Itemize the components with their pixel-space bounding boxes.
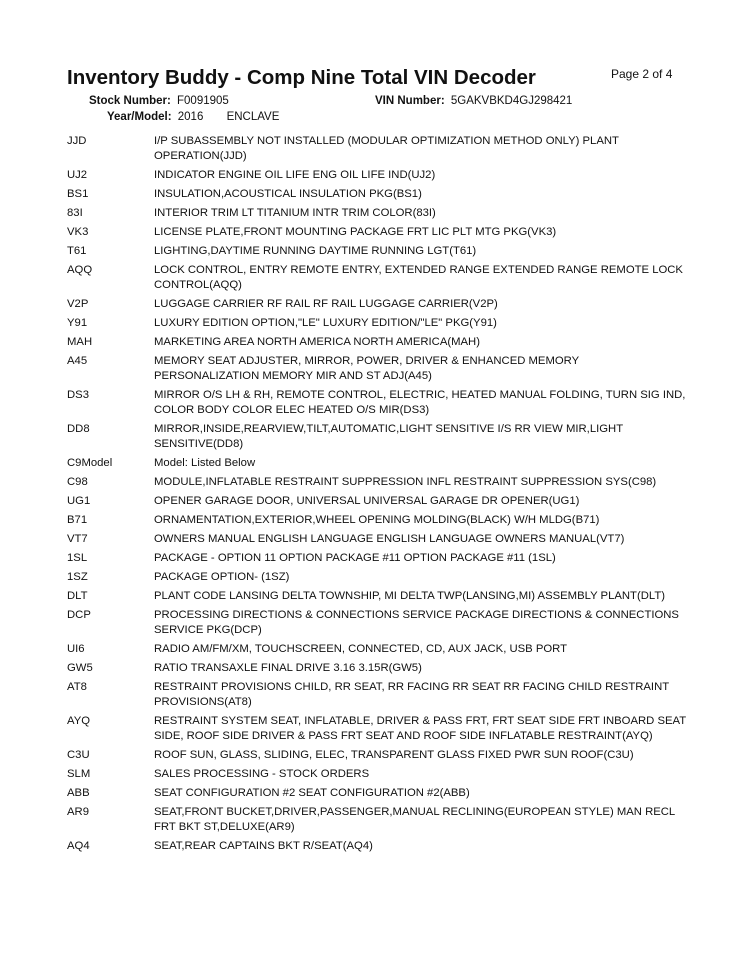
- option-code: DLT: [67, 590, 88, 602]
- option-code: AT8: [67, 681, 87, 693]
- option-description: I/P SUBASSEMBLY NOT INSTALLED (MODULAR OPTIMIZATION METHOD ONLY) PLANT OPERATION(JJD): [154, 135, 619, 162]
- year-value: 2016: [177, 111, 204, 123]
- option-row: [67, 297, 687, 312]
- option-description: PROCESSING DIRECTIONS & CONNECTIONS SERVICE PACKAGE DIRECTIONS & CONNECTIONS SERVICE PKG(DCP): [154, 609, 679, 636]
- option-description: MODULE,INFLATABLE RESTRAINT SUPPRESSION INFL RESTRAINT SUPPRESSION SYS(C98): [154, 476, 657, 488]
- option-row: [67, 551, 687, 566]
- option-description: RESTRAINT PROVISIONS CHILD, RR SEAT, RR FACING RR SEAT RR FACING CHILD RESTRAINT PROVISIONS(AT8): [154, 681, 669, 708]
- option-row: [67, 354, 687, 384]
- option-code: SLM: [67, 768, 91, 780]
- option-row: [67, 244, 687, 259]
- option-code: UJ2: [67, 169, 88, 181]
- option-code: VT7: [67, 533, 88, 545]
- page-number: Page 2 of 4: [611, 67, 673, 81]
- option-description: MEMORY SEAT ADJUSTER, MIRROR, POWER, DRIVER & ENHANCED MEMORY PERSONALIZATION MEMORY MIR AND ST ADJ(A45): [154, 355, 579, 382]
- option-code: C3U: [67, 749, 90, 761]
- option-row: [67, 134, 687, 164]
- option-description: Model: Listed Below: [154, 457, 256, 469]
- year-model-label: Year/Model:: [107, 111, 172, 123]
- year-model-field: [107, 111, 279, 123]
- option-description: RADIO AM/FM/XM, TOUCHSCREEN, CONNECTED, CD, AUX JACK, USB PORT: [154, 643, 568, 655]
- option-description: SEAT,REAR CAPTAINS BKT R/SEAT(AQ4): [154, 840, 373, 852]
- option-description: MARKETING AREA NORTH AMERICA NORTH AMERICA(MAH): [154, 336, 480, 348]
- stock-number-label: Stock Number:: [89, 95, 171, 107]
- stock-number-value: F0091905: [177, 95, 229, 107]
- option-description: SEAT CONFIGURATION #2 SEAT CONFIGURATION #2(ABB): [154, 787, 470, 799]
- option-code: AR9: [67, 806, 89, 818]
- vin-number-field: [375, 95, 572, 107]
- document-title: Inventory Buddy - Comp Nine Total VIN Decoder: [67, 66, 536, 89]
- option-code: A45: [67, 355, 88, 367]
- option-description: OPENER GARAGE DOOR, UNIVERSAL UNIVERSAL GARAGE DR OPENER(UG1): [154, 495, 580, 507]
- option-row: [67, 839, 687, 854]
- option-description: ORNAMENTATION,EXTERIOR,WHEEL OPENING MOLDING(BLACK) W/H MLDG(B71): [154, 514, 600, 526]
- option-code: C98: [67, 476, 88, 488]
- option-row: [67, 661, 687, 676]
- option-row: [67, 714, 687, 744]
- option-code: AQ4: [67, 840, 90, 852]
- option-code: 1SZ: [67, 571, 88, 583]
- option-row: [67, 608, 687, 638]
- option-description: SEAT,FRONT BUCKET,DRIVER,PASSENGER,MANUAL RECLINING(EUROPEAN STYLE) MAN RECL FRT BKT ST,DELUXE(AR9): [154, 806, 675, 833]
- option-row: [67, 748, 687, 763]
- option-row: [67, 456, 687, 471]
- option-row: [67, 767, 687, 782]
- option-row: [67, 388, 687, 418]
- option-code: DCP: [67, 609, 91, 621]
- option-description: PACKAGE - OPTION 11 OPTION PACKAGE #11 OPTION PACKAGE #11 (1SL): [154, 552, 556, 564]
- option-description: LIGHTING,DAYTIME RUNNING DAYTIME RUNNING LGT(T61): [154, 245, 477, 257]
- option-description: PACKAGE OPTION- (1SZ): [154, 571, 290, 583]
- option-description: PLANT CODE LANSING DELTA TOWNSHIP, MI DELTA TWP(LANSING,MI) ASSEMBLY PLANT(DLT): [154, 590, 665, 602]
- vin-number-value: 5GAKVBKD4GJ298421: [450, 95, 573, 107]
- option-code: Y91: [67, 317, 88, 329]
- vin-number-label: VIN Number:: [375, 95, 445, 107]
- option-row: [67, 187, 687, 202]
- option-description: RESTRAINT SYSTEM SEAT, INFLATABLE, DRIVER & PASS FRT, FRT SEAT SIDE FRT INBOARD SEAT SIDE, ROOF SIDE DRIVER & PASS FRT SEAT AND ROOF SIDE INFLATABLE RESTRAINT(AYQ): [154, 715, 686, 742]
- option-description: MIRROR O/S LH & RH, REMOTE CONTROL, ELECTRIC, HEATED MANUAL FOLDING, TURN SIG IND, COLOR BODY COLOR ELEC HEATED O/S MIR(DS3): [154, 389, 686, 416]
- option-code: MAH: [67, 336, 93, 348]
- option-code: 1SL: [67, 552, 88, 564]
- option-code: UI6: [67, 643, 85, 655]
- option-description: LUXURY EDITION OPTION,"LE" LUXURY EDITION/"LE" PKG(Y91): [154, 317, 497, 329]
- option-row: [67, 168, 687, 183]
- option-code: C9Model: [67, 457, 113, 469]
- model-value: ENCLAVE: [226, 111, 280, 123]
- option-code: GW5: [67, 662, 93, 674]
- option-description: INTERIOR TRIM LT TITANIUM INTR TRIM COLOR(83I): [154, 207, 436, 219]
- option-row: [67, 805, 687, 835]
- option-code: T61: [67, 245, 87, 257]
- option-row: [67, 263, 687, 293]
- option-code: 83I: [67, 207, 83, 219]
- option-row: [67, 532, 687, 547]
- option-code-list: [67, 134, 687, 858]
- option-row: [67, 680, 687, 710]
- option-description: LICENSE PLATE,FRONT MOUNTING PACKAGE FRT LIC PLT MTG PKG(VK3): [154, 226, 557, 238]
- option-code: B71: [67, 514, 88, 526]
- option-row: [67, 335, 687, 350]
- option-row: [67, 786, 687, 801]
- option-description: OWNERS MANUAL ENGLISH LANGUAGE ENGLISH LANGUAGE OWNERS MANUAL(VT7): [154, 533, 625, 545]
- option-row: [67, 570, 687, 585]
- option-description: ROOF SUN, GLASS, SLIDING, ELEC, TRANSPARENT GLASS FIXED PWR SUN ROOF(C3U): [154, 749, 634, 761]
- option-row: [67, 513, 687, 528]
- option-row: [67, 206, 687, 221]
- option-description: LUGGAGE CARRIER RF RAIL RF RAIL LUGGAGE CARRIER(V2P): [154, 298, 498, 310]
- option-row: [67, 225, 687, 240]
- option-row: [67, 422, 687, 452]
- option-description: INDICATOR ENGINE OIL LIFE ENG OIL LIFE IND(UJ2): [154, 169, 436, 181]
- option-description: RATIO TRANSAXLE FINAL DRIVE 3.16 3.15R(GW5): [154, 662, 422, 674]
- option-code: ABB: [67, 787, 90, 799]
- option-row: [67, 642, 687, 657]
- option-code: VK3: [67, 226, 89, 238]
- stock-number-field: [89, 95, 229, 107]
- option-description: MIRROR,INSIDE,REARVIEW,TILT,AUTOMATIC,LIGHT SENSITIVE I/S RR VIEW MIR,LIGHT SENSITIVE(DD8): [154, 423, 623, 450]
- option-row: [67, 316, 687, 331]
- option-code: UG1: [67, 495, 91, 507]
- option-code: JJD: [67, 135, 87, 147]
- option-code: DS3: [67, 389, 89, 401]
- option-code: BS1: [67, 188, 89, 200]
- option-description: INSULATION,ACOUSTICAL INSULATION PKG(BS1): [154, 188, 422, 200]
- option-description: SALES PROCESSING - STOCK ORDERS: [154, 768, 370, 780]
- option-row: [67, 494, 687, 509]
- option-code: DD8: [67, 423, 90, 435]
- option-code: AYQ: [67, 715, 91, 727]
- option-row: [67, 475, 687, 490]
- option-code: AQQ: [67, 264, 93, 276]
- option-description: LOCK CONTROL, ENTRY REMOTE ENTRY, EXTENDED RANGE EXTENDED RANGE REMOTE LOCK CONTROL(AQQ): [154, 264, 683, 291]
- option-code: V2P: [67, 298, 89, 310]
- option-row: [67, 589, 687, 604]
